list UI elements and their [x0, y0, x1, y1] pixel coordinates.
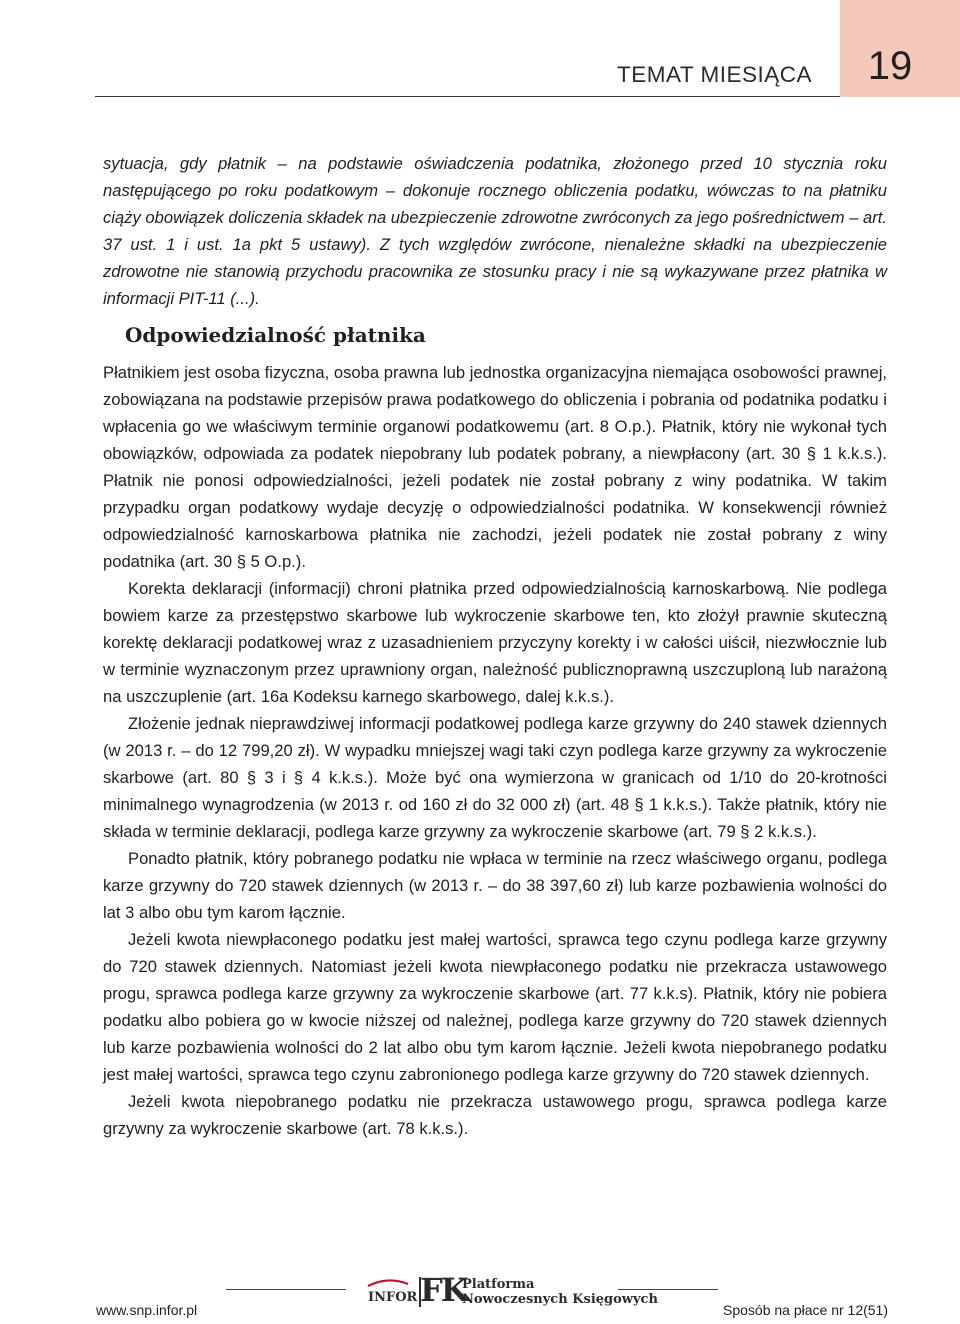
- header-rule: [95, 96, 840, 97]
- paragraph: Ponadto płatnik, który pobranego podatku nie wpłaca w terminie na rzecz właściwego organu, podlega karze grzywny do 720 stawek dziennych (w 2013 r. – do 38 397,60 zł) lub karze pozbawienia wolności do lat 3 albo obu tym karom łącznie.: [103, 849, 887, 922]
- section-title: TEMAT MIESIĄCA: [617, 62, 812, 87]
- page-number: 19: [867, 44, 913, 88]
- logo-fk: FK: [420, 1271, 467, 1309]
- footer-url: www.snp.infor.pl: [96, 1302, 198, 1318]
- logo-rule-left: [226, 1289, 346, 1290]
- logo-rule-right: [618, 1289, 718, 1290]
- paragraph: Jeżeli kwota niewpłaconego podatku jest małej wartości, sprawca tego czynu podlega karze grzywny do 720 stawek dziennych. Natomiast jeżeli kwota niewpłaconego podatku nie przekracza ustawowego progu, sprawca podlega karze grzywny za wykroczenie skarbowe (art. 77 k.k.s). Płatnik, który nie pobiera podatku albo pobiera go w kwocie niższej od należnej, podlega karze grzywny do 720 stawek dziennych lub karze pozbawienia wolności do 2 lat albo obu tym karom łącznie. Jeżeli kwota niepobranego podatku jest małej wartości, sprawca tego czynu zabronionego podlega karze grzywny do 720 stawek dziennych.: [103, 930, 887, 1084]
- article-body: [103, 150, 887, 1142]
- logo-line1: Platforma: [462, 1277, 535, 1292]
- logo-line2: Nowoczesnych Księgowych: [462, 1292, 658, 1307]
- logo-infor: INFOR: [368, 1290, 418, 1305]
- paragraph: Płatnikiem jest osoba fizyczna, osoba prawna lub jednostka organizacyjna niemająca osobowości prawnej, zobowiązana na podstawie przepisów prawa podatkowego do obliczenia i pobrania od podatnika podatku i wpłacenia go we właściwym terminie organowi podatkowemu (art. 8 O.p.). Płatnik, który nie wykonał tych obowiązków, odpowiada za podatek niepobrany lub podatek pobrany, a niewpłacony (art. 30 § 1 k.k.s.). Płatnik nie ponosi odpowiedzialności, jeżeli podatek nie został pobrany z winy podatnika. W takim przypadku organ podatkowy wydaje decyzję o odpowiedzialności podatnika. W konsekwencji również odpowiedzialność karnoskarbowa płatnika nie zachodzi, jeżeli podatek nie został pobrany z winy podatnika (art. 30 § 5 O.p.).: [103, 363, 887, 571]
- paragraph: Złożenie jednak nieprawdziwej informacji podatkowej podlega karze grzywny do 240 stawek dziennych (w 2013 r. – do 12 799,20 zł). W wypadku mniejszej wagi taki czyn podlega karze grzywny za wykroczenie skarbowe (art. 80 § 3 i § 4 k.k.s.). Może być ona wymierzona w granicach od 1/10 do 20-krotności minimalnego wynagrodzenia (w 2013 r. od 160 zł do 32 000 zł) (art. 48 § 1 k.k.s.). Także płatnik, który nie składa w terminie deklaracji, podlega karze grzywny za wykroczenie skarbowe (art. 79 § 2 k.k.s.).: [103, 714, 887, 841]
- swoosh-icon: [366, 1278, 410, 1288]
- intro-paragraph: sytuacja, gdy płatnik – na podstawie oświadczenia podatnika, złożonego przed 10 stycznia roku następującego po roku podatkowym – dokonuje rocznego obliczenia podatku, wówczas to na płatniku ciąży obowiązek doliczenia składek na ubezpieczenie zdrowotne zwróconych za jego pośrednictwem – art. 37 ust. 1 i ust. 1a pkt 5 ustawy). Z tych względów zwrócone, nienależne składki na ubezpieczenie zdrowotne nie stanowią przychodu pracownika ze stosunku pracy i nie są wykazywane przez płatnika w informacji PIT-11 (...).: [103, 154, 888, 308]
- footer-issue: Sposób na płace nr 12(51): [723, 1302, 888, 1318]
- section-heading: Odpowiedzialność płatnika: [125, 323, 426, 347]
- paragraph: Jeżeli kwota niepobranego podatku nie przekracza ustawowego progu, sprawca podlega karze grzywny za wykroczenie skarbowe (art. 78 k.k.s.).: [103, 1092, 887, 1138]
- paragraph: Korekta deklaracji (informacji) chroni płatnika przed odpowiedzialnością karnoskarbową. Nie podlega bowiem karze za przestępstwo skarbowe lub wykroczenie skarbowe ten, kto złożył prawnie skuteczną korektę deklaracji podatkowej wraz z uzasadnieniem przyczyny korekty i w całości uiścił, niezwłocznie lub w terminie wyznaczonym przez uprawniony organ, należność publicznoprawną uszczuploną lub narażoną na uszczuplenie (art. 16a Kodeksu karnego skarbowego, dalej k.k.s.).: [103, 579, 887, 706]
